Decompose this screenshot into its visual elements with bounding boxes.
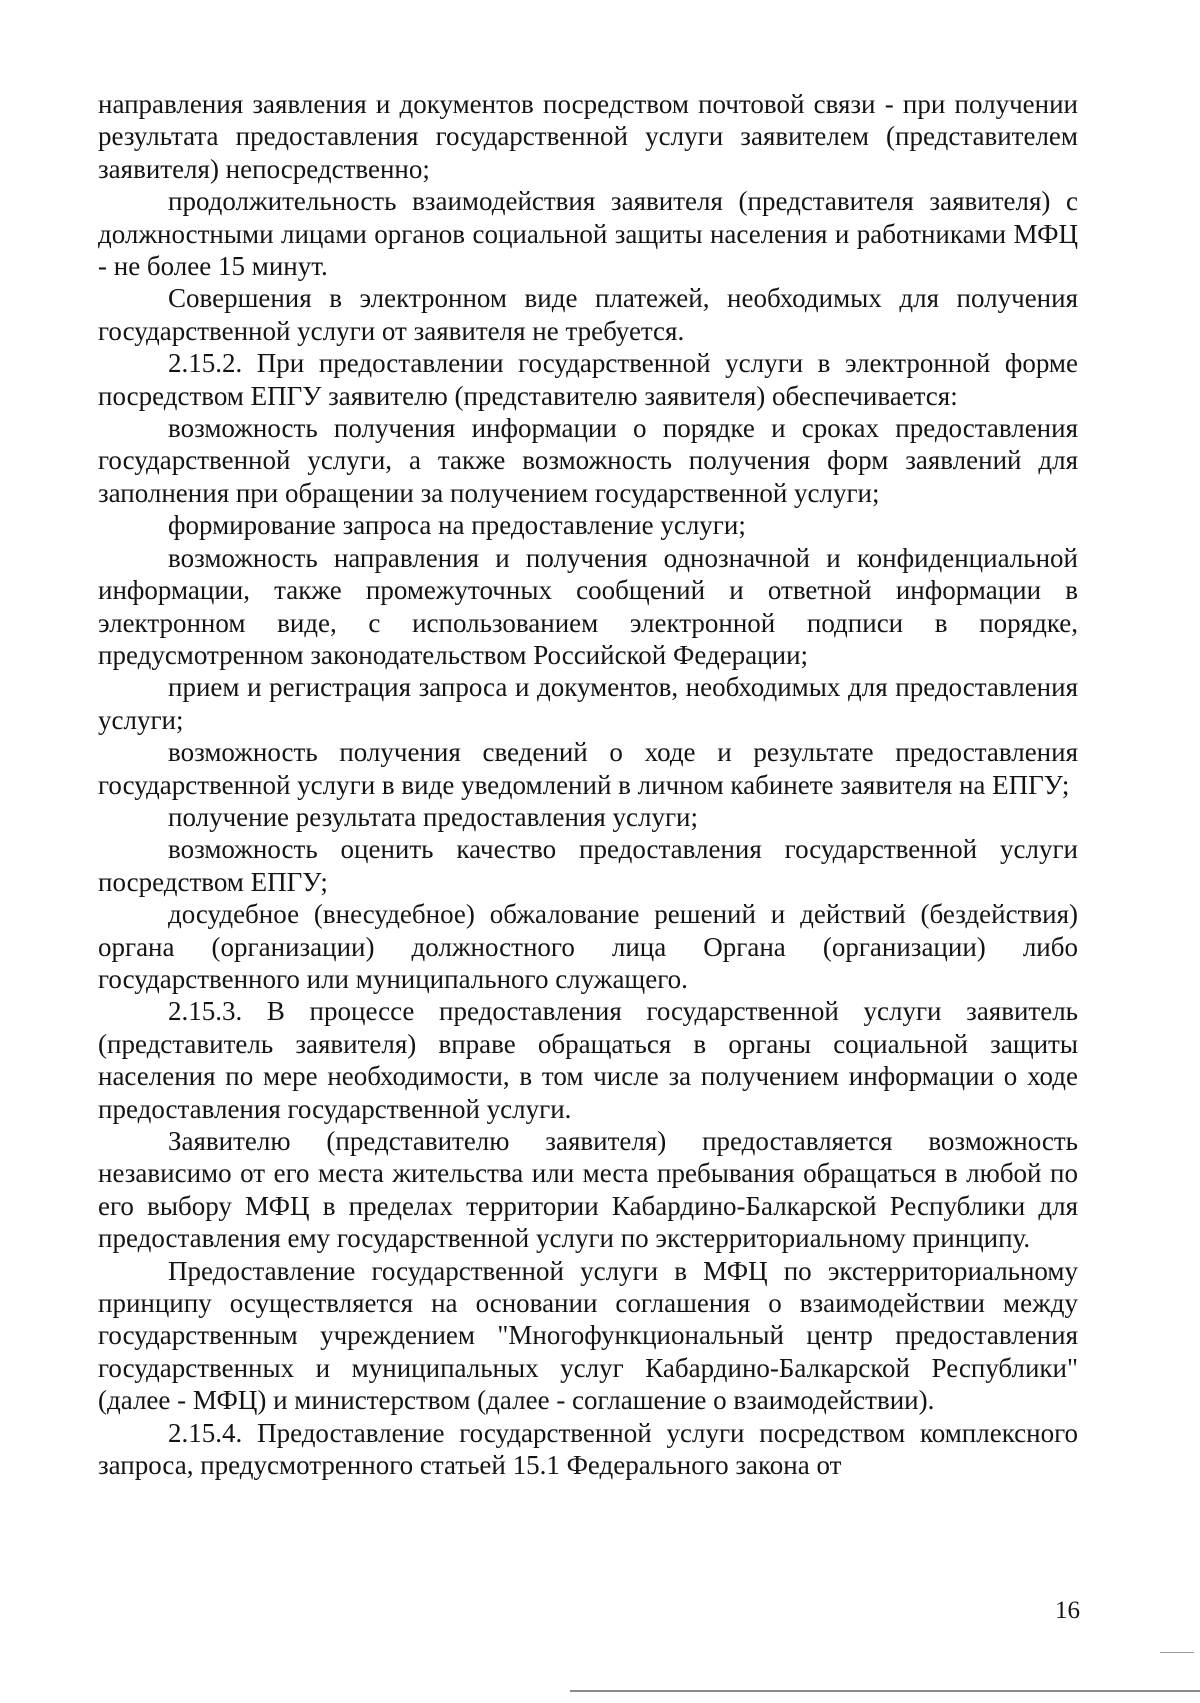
paragraph: Заявителю (представителю заявителя) предоставляется возможность независимо от его места жительства или места пребывания обращаться в любой по его выбору МФЦ в пределах территории Кабардино-Балкарской Республики для предоставления ему государственной услуги по экстерриториальному принципу. [98, 1126, 1078, 1254]
paragraph: прием и регистрация запроса и документов, необходимых для предоставления услуги; [98, 672, 1078, 735]
paragraph: получение результата предоставления услуги; [168, 801, 699, 832]
paragraph: 2.15.3. В процессе предоставления государственной услуги заявитель (представитель заявителя) вправе обращаться в органы социальной защиты населения по мере необходимости, в том числе за получением информации о ходе предоставления государственной услуги. [98, 996, 1078, 1124]
bottom-rule [570, 1690, 1200, 1692]
paragraph: направления заявления и документов посредством почтовой связи - при получении результата предоставления государственной услуги заявителем (представителем заявителя) непосредственно; [98, 89, 1078, 184]
page-number: 16 [1055, 1597, 1080, 1624]
edge-dash [1160, 1652, 1194, 1653]
paragraph: 2.15.4. Предоставление государственной услуги посредством комплексного запроса, предусмотренного статьей 15.1 Федерального закона от [98, 1417, 1078, 1481]
paragraph: 2.15.2. При предоставлении государственной услуги в электронной форме посредством ЕПГУ заявителю (представителю заявителя) обеспечивается: [98, 348, 1078, 411]
paragraph: Предоставление государственной услуги в МФЦ по экстерриториальному принципу осуществляется на основании соглашения о взаимодействии между государственным учреждением "Многофункциональный центр предоставления государственных и муниципальных услуг Кабардино-Балкарской Республики" (далее - МФЦ) и министерством (далее - соглашение о взаимодействии). [98, 1255, 1078, 1416]
paragraph: возможность получения сведений о ходе и результате предоставления государственной услуги в виде уведомлений в личном кабинете заявителя на ЕПГУ; [98, 737, 1078, 800]
paragraph: формирование запроса на предоставление услуги; [168, 510, 746, 541]
paragraph: досудебное (внесудебное) обжалование решений и действий (бездействия) органа (организации) должностного лица Органа (организации) либо государственного или муниципального служащего. [98, 899, 1078, 994]
document-body [98, 88, 1078, 1481]
paragraph: продолжительность взаимодействия заявителя (представителя заявителя) с должностными лицами органов социальной защиты населения и работниками МФЦ - не более 15 минут. [98, 186, 1078, 282]
paragraph: возможность направления и получения однозначной и конфиденциальной информации, также промежуточных сообщений и ответной информации в электронном виде, с использованием электронной подписи в порядке, предусмотренном законодательством Российской Федерации; [98, 542, 1078, 670]
paragraph: возможность получения информации о порядке и сроках предоставления государственной услуги, а также возможность получения форм заявлений для заполнения при обращении за получением государственной услуги; [98, 413, 1078, 508]
paragraph: возможность оценить качество предоставления государственной услуги посредством ЕПГУ; [98, 834, 1078, 897]
paragraph: Совершения в электронном виде платежей, необходимых для получения государственной услуги от заявителя не требуется. [98, 283, 1078, 346]
